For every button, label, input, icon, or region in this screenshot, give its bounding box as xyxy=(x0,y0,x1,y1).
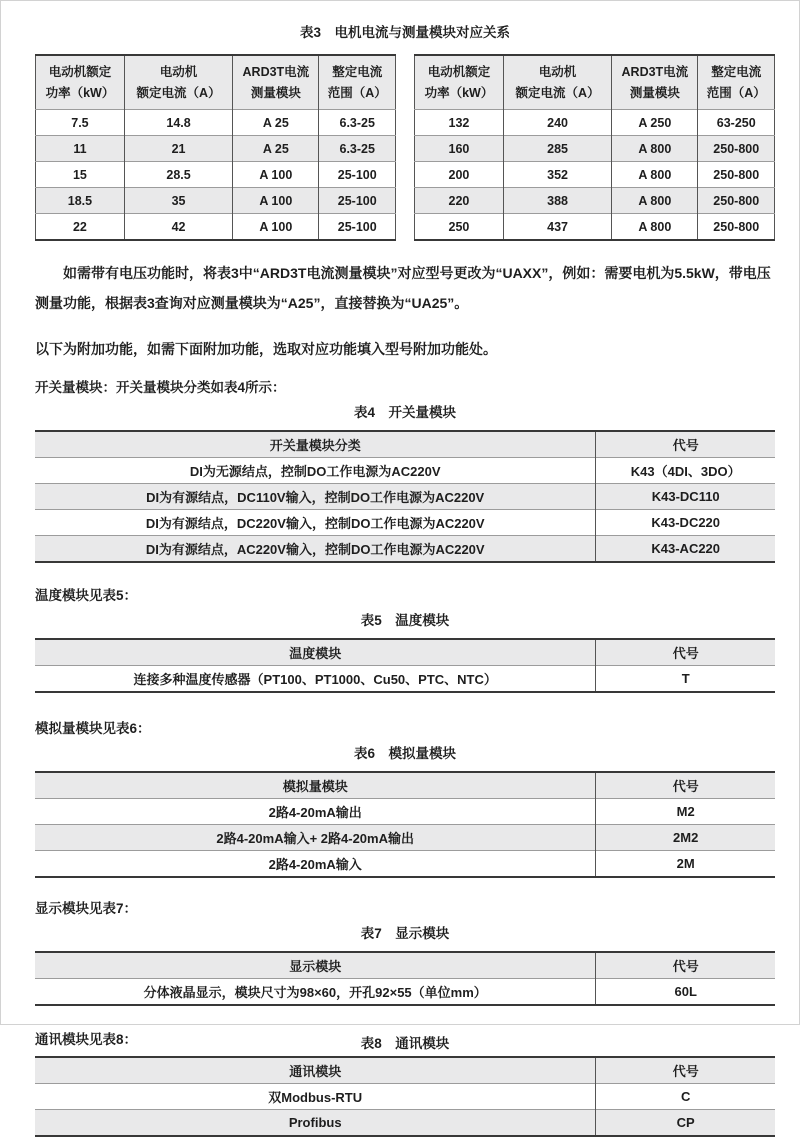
header-cell: 代号 xyxy=(596,431,775,458)
data-cell: 2路4-20mA输出 xyxy=(35,799,596,825)
data-cell: 200 xyxy=(415,162,504,188)
data-cell: 11 xyxy=(36,136,125,162)
table6-caption: 表6 模拟量模块 xyxy=(353,746,456,761)
header-cell: 通讯模块 xyxy=(35,1057,596,1084)
table4 xyxy=(35,430,775,563)
data-cell: 14.8 xyxy=(124,110,232,136)
table-row xyxy=(35,484,775,510)
data-cell: 42 xyxy=(124,214,232,241)
comm-module-section-row xyxy=(35,1028,775,1051)
data-cell: 28.5 xyxy=(124,162,232,188)
data-cell: Profibus xyxy=(35,1110,596,1137)
data-cell: 25-100 xyxy=(319,214,396,241)
header-cell: 电动机 额定电流（A） xyxy=(503,55,611,110)
table3-left-header-row xyxy=(36,55,396,110)
data-cell: C xyxy=(596,1084,775,1110)
data-cell: 240 xyxy=(503,110,611,136)
display-module-section-label: 显示模块见表7： xyxy=(35,901,138,916)
table-row xyxy=(35,799,775,825)
table-row xyxy=(415,214,775,241)
data-cell: 22 xyxy=(36,214,125,241)
data-cell: 250-800 xyxy=(698,188,775,214)
data-cell: K43-AC220 xyxy=(596,536,775,563)
data-cell: 15 xyxy=(36,162,125,188)
table-row xyxy=(36,136,396,162)
header-cell: 整定电流 范围（A） xyxy=(698,55,775,110)
table7-caption: 表7 显示模块 xyxy=(360,926,450,941)
header-cell: 整定电流 范围（A） xyxy=(319,55,396,110)
header-cell: 模拟量模块 xyxy=(35,772,596,799)
data-cell: K43（4DI、3DO） xyxy=(596,458,775,484)
comm-module-section-label: 通讯模块见表8： xyxy=(35,1032,138,1047)
data-cell: 132 xyxy=(415,110,504,136)
header-cell: ARD3T电流 测量模块 xyxy=(233,55,319,110)
data-cell: 160 xyxy=(415,136,504,162)
data-cell: K43-DC110 xyxy=(596,484,775,510)
data-cell: 18.5 xyxy=(36,188,125,214)
table3-right xyxy=(414,54,775,241)
data-cell: 6.3-25 xyxy=(319,136,396,162)
data-cell: 25-100 xyxy=(319,162,396,188)
table7-header-row xyxy=(35,952,775,979)
table-row xyxy=(35,666,775,693)
data-cell: 连接多种温度传感器（PT100、PT1000、Cu50、PTC、NTC） xyxy=(35,666,596,693)
table5 xyxy=(35,638,775,693)
table6 xyxy=(35,771,775,878)
table3-container xyxy=(35,54,775,241)
data-cell: 35 xyxy=(124,188,232,214)
data-cell: A 100 xyxy=(233,162,319,188)
data-cell: A 800 xyxy=(612,214,698,241)
data-cell: 7.5 xyxy=(36,110,125,136)
data-cell: 2M xyxy=(596,851,775,878)
data-cell: 63-250 xyxy=(698,110,775,136)
table-row xyxy=(35,458,775,484)
table3-left xyxy=(35,54,396,241)
table-row xyxy=(415,136,775,162)
temperature-module-section-label: 温度模块见表5： xyxy=(35,588,138,603)
header-cell: 温度模块 xyxy=(35,639,596,666)
data-cell: A 800 xyxy=(612,188,698,214)
additional-functions-paragraph: 以下为附加功能，如需下面附加功能，选取对应功能填入型号附加功能处。 xyxy=(35,341,497,357)
table4-caption: 表4 开关量模块 xyxy=(353,405,456,420)
header-cell: 代号 xyxy=(596,772,775,799)
data-cell: 21 xyxy=(124,136,232,162)
data-cell: 6.3-25 xyxy=(319,110,396,136)
header-cell: 电动机额定 功率（kW） xyxy=(415,55,504,110)
table-row xyxy=(35,536,775,563)
header-cell: 代号 xyxy=(596,1057,775,1084)
table-row xyxy=(36,214,396,241)
data-cell: 250 xyxy=(415,214,504,241)
analog-module-section-label: 模拟量模块见表6： xyxy=(35,721,151,736)
data-cell: 352 xyxy=(503,162,611,188)
data-cell: 2M2 xyxy=(596,825,775,851)
data-cell: A 250 xyxy=(612,110,698,136)
table-row xyxy=(35,510,775,536)
table3-right-header-row xyxy=(415,55,775,110)
data-cell: A 800 xyxy=(612,162,698,188)
table5-caption: 表5 温度模块 xyxy=(360,613,450,628)
data-cell: A 25 xyxy=(233,110,319,136)
data-cell: 388 xyxy=(503,188,611,214)
table-row xyxy=(35,1084,775,1110)
table3-caption: 表3 电机电流与测量模块对应关系 xyxy=(299,25,510,40)
data-cell: A 100 xyxy=(233,188,319,214)
table4-header-row xyxy=(35,431,775,458)
header-cell: 代号 xyxy=(596,639,775,666)
header-cell: 电动机额定 功率（kW） xyxy=(36,55,125,110)
table5-header-row xyxy=(35,639,775,666)
data-cell: 分体液晶显示，模块尺寸为98×60，开孔92×55（单位mm） xyxy=(35,979,596,1006)
data-cell: DI为无源结点，控制DO工作电源为AC220V xyxy=(35,458,596,484)
data-cell: DI为有源结点，DC220V输入，控制DO工作电源为AC220V xyxy=(35,510,596,536)
data-cell: 220 xyxy=(415,188,504,214)
table-row xyxy=(415,110,775,136)
table-row xyxy=(35,979,775,1006)
table7 xyxy=(35,951,775,1006)
header-cell: 电动机 额定电流（A） xyxy=(124,55,232,110)
table-row xyxy=(36,188,396,214)
header-cell: 显示模块 xyxy=(35,952,596,979)
data-cell: CP xyxy=(596,1110,775,1137)
switch-module-section-label: 开关量模块：开关量模块分类如表4所示： xyxy=(35,380,286,395)
data-cell: 250-800 xyxy=(698,162,775,188)
table6-header-row xyxy=(35,772,775,799)
data-cell: K43-DC220 xyxy=(596,510,775,536)
table-row xyxy=(415,188,775,214)
data-cell: M2 xyxy=(596,799,775,825)
data-cell: 2路4-20mA输入 xyxy=(35,851,596,878)
table-row xyxy=(35,851,775,878)
table-row xyxy=(35,1110,775,1137)
table8-header-row xyxy=(35,1057,775,1084)
data-cell: 2路4-20mA输入+ 2路4-20mA输出 xyxy=(35,825,596,851)
data-cell: A 25 xyxy=(233,136,319,162)
table8 xyxy=(35,1056,775,1137)
voltage-function-paragraph: 如需带有电压功能时，将表3中“ARD3T电流测量模块”对应型号更改为“UAXX”，例如：需要电机为5.5kW，带电压测量功能，根据表3查询对应测量模块为“A25”，直接替换为“UA25”。 xyxy=(35,265,771,311)
table-row xyxy=(36,162,396,188)
data-cell: T xyxy=(596,666,775,693)
header-cell: ARD3T电流 测量模块 xyxy=(612,55,698,110)
data-cell: 437 xyxy=(503,214,611,241)
data-cell: 285 xyxy=(503,136,611,162)
data-cell: 60L xyxy=(596,979,775,1006)
table-row xyxy=(36,110,396,136)
data-cell: 25-100 xyxy=(319,188,396,214)
data-cell: A 800 xyxy=(612,136,698,162)
data-cell: DI为有源结点，DC110V输入，控制DO工作电源为AC220V xyxy=(35,484,596,510)
data-cell: 250-800 xyxy=(698,136,775,162)
header-cell: 代号 xyxy=(596,952,775,979)
table-row xyxy=(35,825,775,851)
data-cell: DI为有源结点，AC220V输入，控制DO工作电源为AC220V xyxy=(35,536,596,563)
table8-caption: 表8 通讯模块 xyxy=(360,1036,450,1051)
table-row xyxy=(415,162,775,188)
data-cell: A 100 xyxy=(233,214,319,241)
header-cell: 开关量模块分类 xyxy=(35,431,596,458)
data-cell: 250-800 xyxy=(698,214,775,241)
data-cell: 双Modbus-RTU xyxy=(35,1084,596,1110)
